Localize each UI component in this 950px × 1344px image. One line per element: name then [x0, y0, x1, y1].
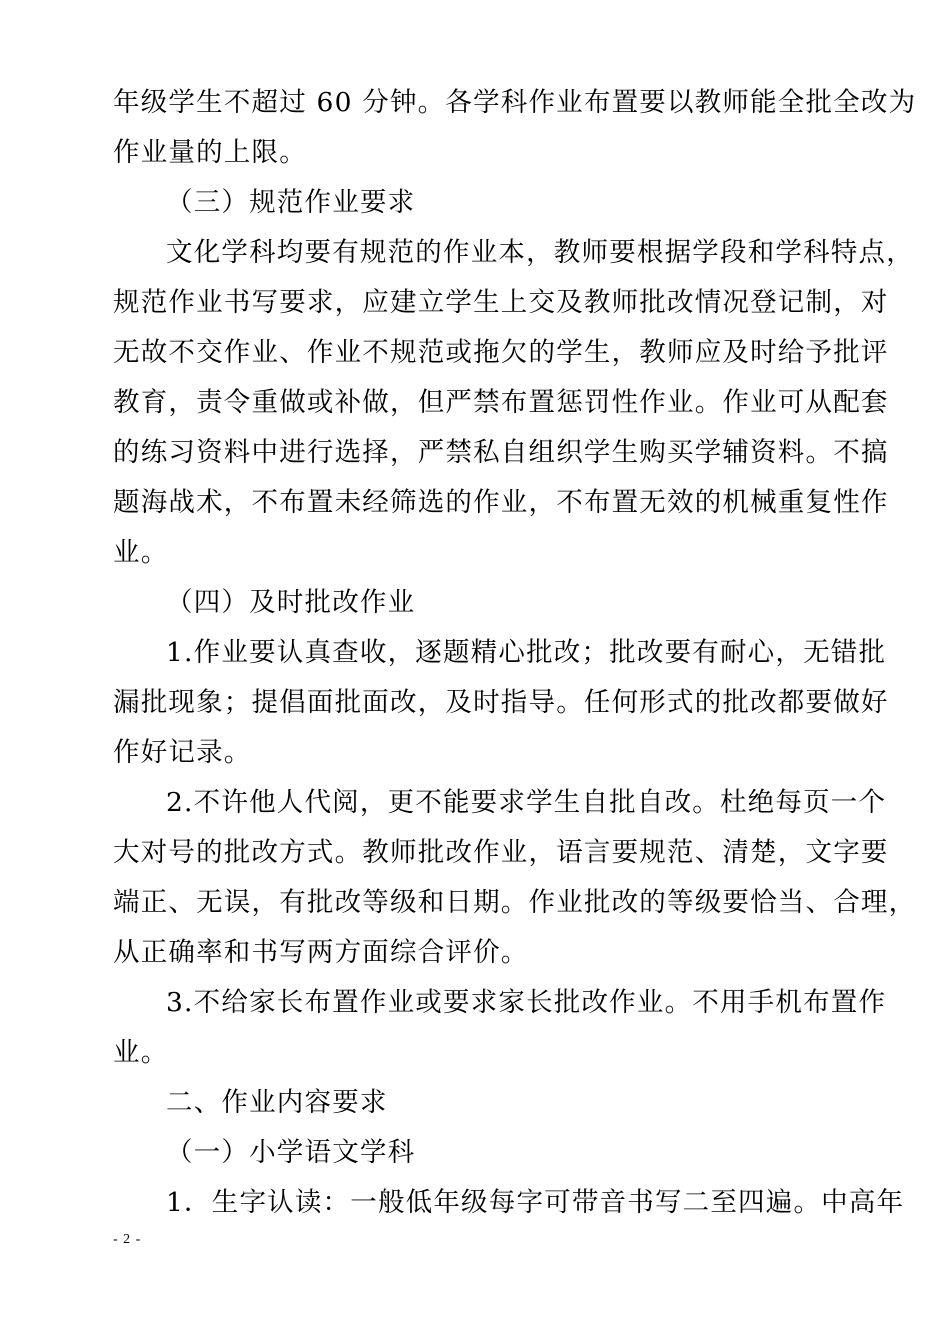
section-heading: （一）小学语文学科 — [166, 1137, 416, 1168]
section-heading: （四）及时批改作业 — [166, 587, 416, 618]
text-line: 业。 — [113, 1037, 169, 1068]
text-line: 端正、无误，有批改等级和日期。作业批改的等级要恰当、合理， — [113, 887, 917, 918]
text-line: 2.不许他人代阅，更不能要求学生自批自改。杜绝每页一个 — [166, 787, 887, 818]
page-number: - 2 - — [113, 1232, 142, 1247]
text-line: 年级学生不超过 60 分钟。各学科作业布置要以教师能全批全改为 — [113, 87, 917, 118]
text-line: 作业量的上限。 — [113, 137, 307, 168]
text-line: 漏批现象；提倡面批面改，及时指导。任何形式的批改都要做好 — [113, 687, 889, 718]
section-heading: （三）规范作业要求 — [166, 187, 416, 218]
text-line: 3.不给家长布置作业或要求家长批改作业。不用手机布置作 — [166, 987, 887, 1018]
text-line: 1.作业要认真查收，逐题精心批改；批改要有耐心，无错批 — [166, 637, 887, 668]
text-line: 1．生字认读：一般低年级每字可带音书写二至四遍。中高年 — [166, 1187, 905, 1218]
section-heading: 二、作业内容要求 — [166, 1087, 388, 1118]
text-line: 教育，责令重做或补做，但严禁布置惩罚性作业。作业可从配套 — [113, 387, 889, 418]
text-line: 无故不交作业、作业不规范或拖欠的学生，教师应及时给予批评 — [113, 337, 889, 368]
text-line: 规范作业书写要求，应建立学生上交及教师批改情况登记制，对 — [113, 287, 889, 318]
text-line: 的练习资料中进行选择，严禁私自组织学生购买学辅资料。不搞 — [113, 437, 889, 468]
body-text — [113, 78, 917, 1228]
text-line: 大对号的批改方式。教师批改作业，语言要规范、清楚，文字要 — [113, 837, 889, 868]
text-line: 作好记录。 — [113, 737, 252, 768]
text-line: 题海战术，不布置未经筛选的作业，不布置无效的机械重复性作 — [113, 487, 889, 518]
text-line: 业。 — [113, 537, 169, 568]
text-line: 从正确率和书写两方面综合评价。 — [113, 937, 529, 968]
text-line: 文化学科均要有规范的作业本，教师要根据学段和学科特点， — [166, 237, 914, 268]
